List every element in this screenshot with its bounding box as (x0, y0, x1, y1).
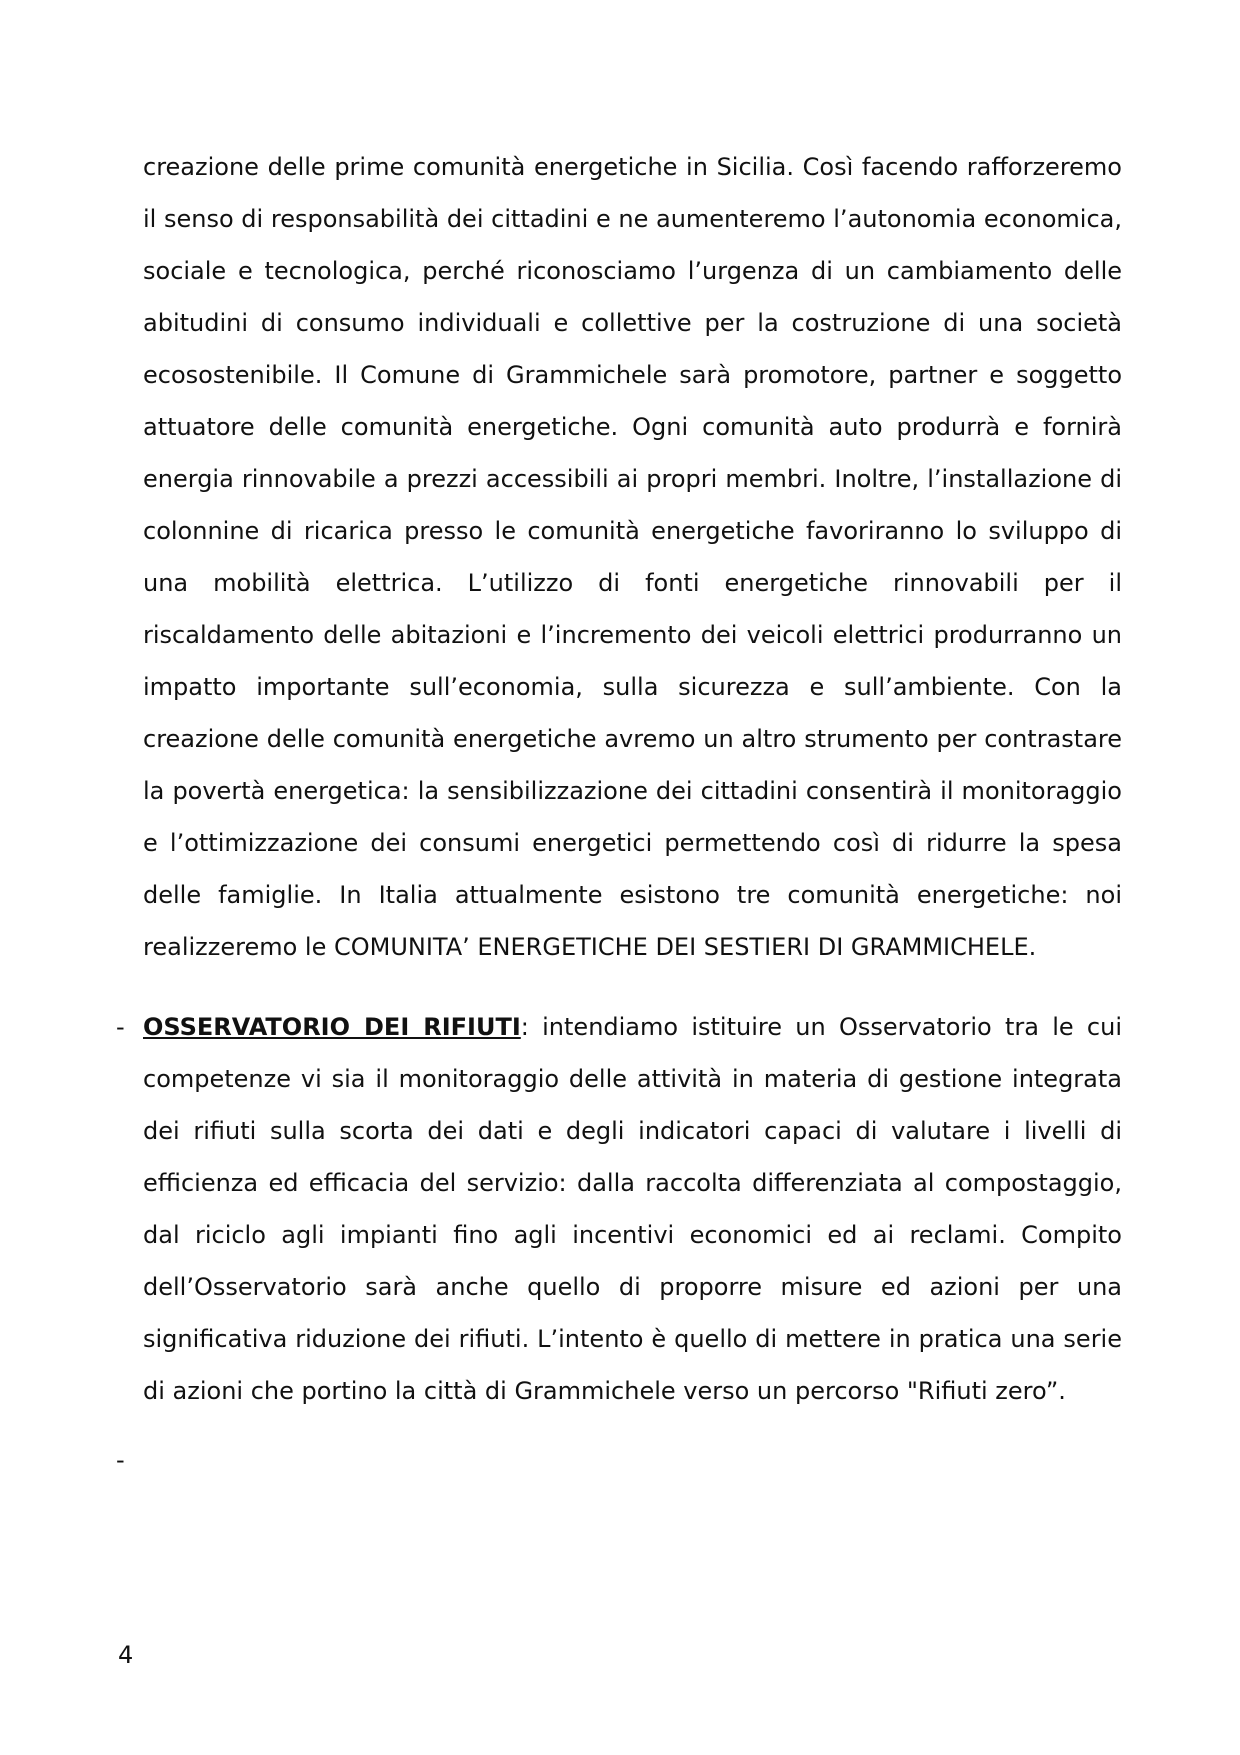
bullet-item-osservatorio-rifiuti (143, 1001, 1122, 1417)
bullet-text: : intendiamo istituire un Osservatorio tra le cui competenze vi sia il monitoraggio delle attività in materia di gestione integrata dei rifiuti sulla scorta dei dati e degli indicatori capaci di valutare i livelli di efficienza ed efficacia del servizio: dalla raccolta differenziata al compostaggio, dal riciclo agli impianti fino agli incentivi economici ed ai reclami. Compito dell’Osservatorio sarà anche quello di proporre misure ed azioni per una significativa riduzione dei rifiuti. L’intento è quello di mettere in pratica una serie di azioni che portino la città di Grammichele verso un percorso "Rifiuti zero”. (143, 1013, 1122, 1405)
empty-bullet-dash: - (116, 1446, 125, 1474)
continuation-paragraph: creazione delle prime comunità energetiche in Sicilia. Così facendo rafforzeremo il senso di responsabilità dei cittadini e ne aumenteremo l’autonomia economica, sociale e tecnologica, perché riconosciamo l’urgenza di un cambiamento delle abitudini di consumo individuali e collettive per la costruzione di una società ecosostenibile. Il Comune di Grammichele sarà promotore, partner e soggetto attuatore delle comunità energetiche. Ogni comunità auto produrrà e fornirà energia rinnovabile a prezzi accessibili ai propri membri. Inoltre, l’installazione di colonnine di ricarica presso le comunità energetiche favoriranno lo sviluppo di una mobilità elettrica. L’utilizzo di fonti energetiche rinnovabili per il riscaldamento delle abitazioni e l’incremento dei veicoli elettrici produrranno un impatto importante sull’economia, sulla sicurezza e sull’ambiente. Con la creazione delle comunità energetiche avremo un altro strumento per contrastare la povertà energetica: la sensibilizzazione dei cittadini consentirà il monitoraggio e l’ottimizzazione dei consumi energetici permettendo così di ridurre la spesa delle famiglie. In Italia attualmente esistono tre comunità energetiche: noi realizzeremo le COMUNITA’ ENERGETICHE DEI SESTIERI DI GRAMMICHELE. (143, 153, 1122, 961)
bullet-dash: - (116, 1013, 125, 1041)
page-number: 4 (118, 1641, 134, 1669)
bullet-term: OSSERVATORIO DEI RIFIUTI (143, 1013, 521, 1041)
